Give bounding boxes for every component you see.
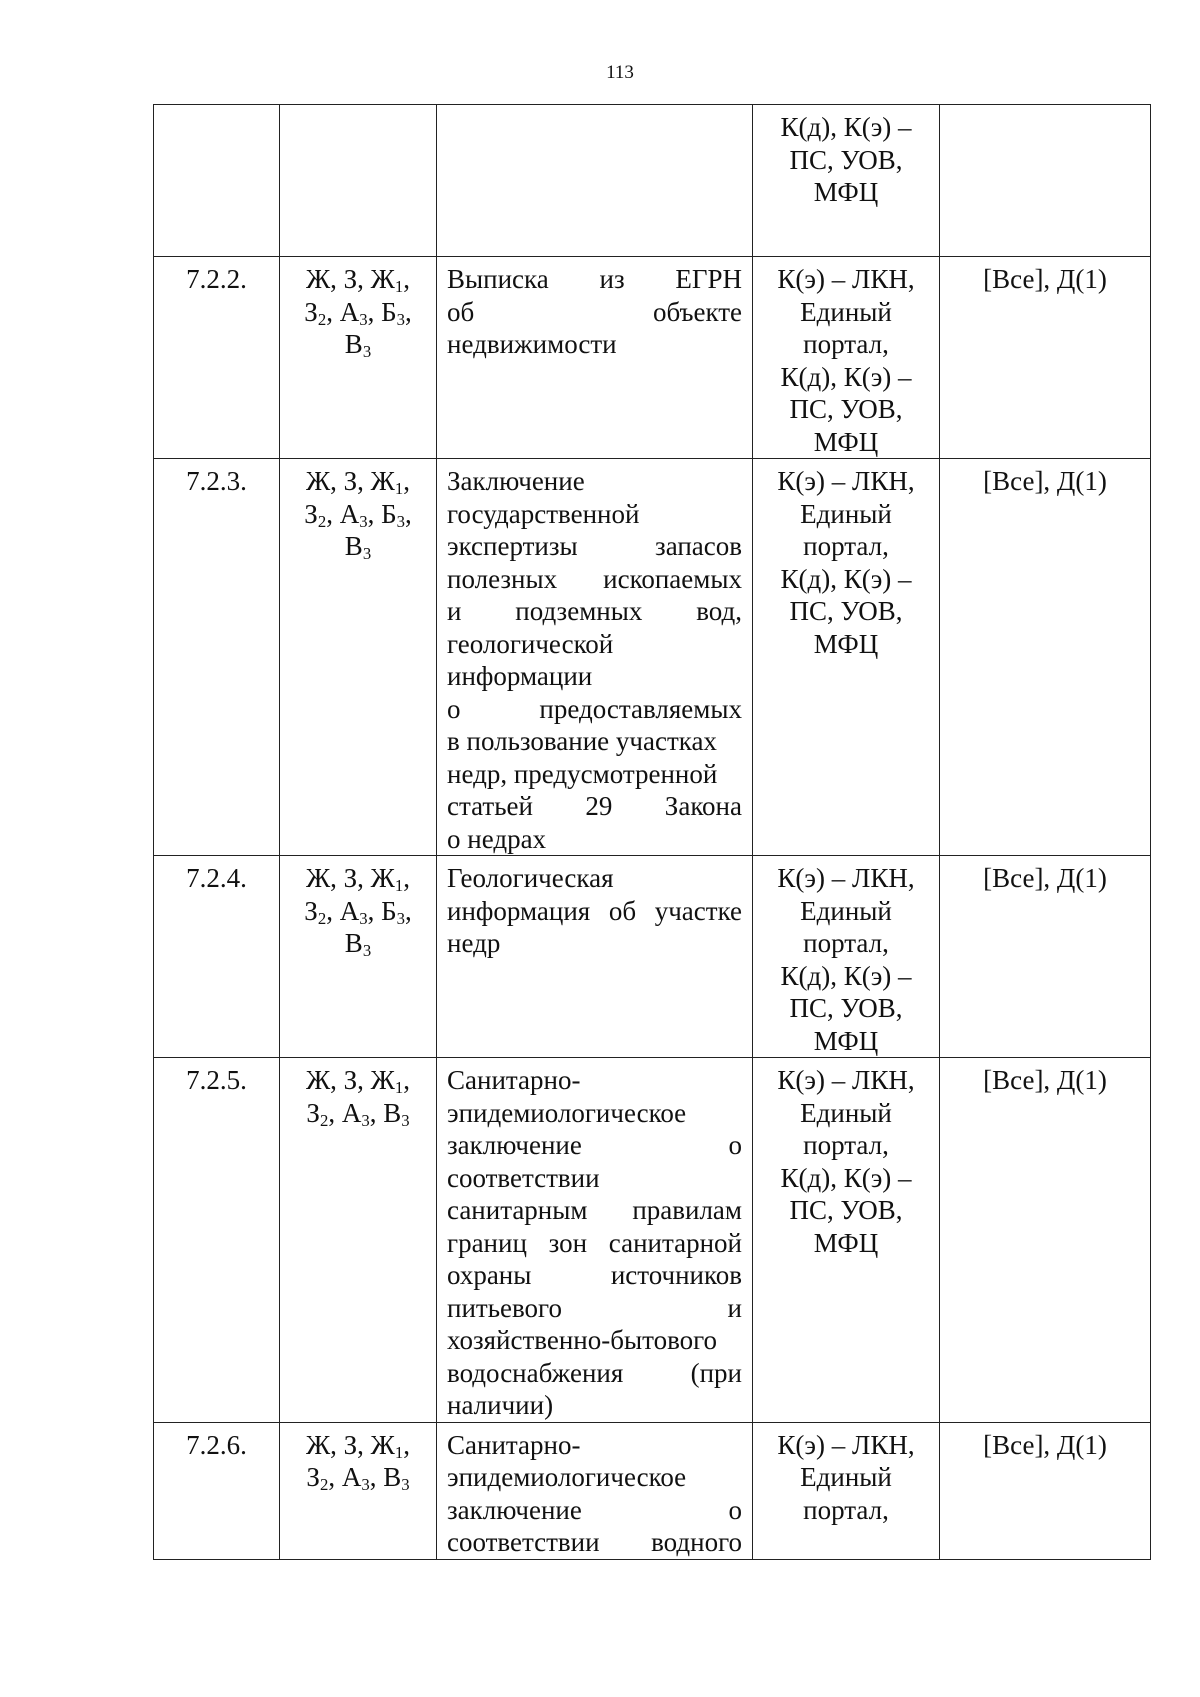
category-line: $З_2$, $А_3$, $Б_3$, <box>304 498 412 531</box>
page-number: 113 <box>606 62 634 83</box>
document-line: информации <box>447 661 593 691</box>
document-line: недр <box>447 928 501 958</box>
document-line: эпидемиологическое <box>447 1097 687 1128</box>
table-row <box>154 1422 1151 1559</box>
table-row <box>154 459 1151 856</box>
channel-line: ПС, УОВ, <box>789 1195 903 1225</box>
channel-line: К(д), К(э) – <box>780 112 912 142</box>
category-line: Ж, З, $Ж_1$, <box>305 1429 411 1462</box>
category-line: $В_3$ <box>344 928 372 961</box>
document-line: информация об участке <box>447 895 742 926</box>
document-name <box>437 459 753 856</box>
channel-line: портал, <box>803 928 889 958</box>
document-line: Заключение <box>447 466 585 496</box>
document-line: заключение о <box>447 1494 742 1525</box>
channel-line: МФЦ <box>813 1025 879 1056</box>
channel-line: К(д), К(э) – <box>780 960 912 991</box>
document-line: Санитарно- <box>447 1065 581 1095</box>
document-line: недвижимости <box>447 329 617 359</box>
recipients: [Все], Д(1) <box>940 1058 1151 1423</box>
table-row <box>154 257 1151 459</box>
document-line: в пользование участках <box>447 726 717 756</box>
services-table <box>153 104 1151 1560</box>
document-line: Выписка из ЕГРН <box>447 264 742 294</box>
applicant-categories <box>280 1422 437 1559</box>
channel-line: Единый <box>800 296 892 327</box>
channel-line: К(э) – ЛКН, <box>777 466 915 496</box>
channel-line: Единый <box>800 895 892 926</box>
table-body <box>154 105 1151 1560</box>
document-line: наличии) <box>447 1390 554 1420</box>
document-line: недр, предусмотренной <box>447 758 718 789</box>
channel-line: МФЦ <box>813 177 879 207</box>
category-line: Ж, З, $Ж_1$, <box>305 1065 411 1098</box>
document-name <box>437 257 753 459</box>
document-line: соответствии водного <box>447 1527 742 1557</box>
category-line: Ж, З, $Ж_1$, <box>305 264 411 297</box>
channel-line: портал, <box>803 531 889 561</box>
channel-line: К(э) – ЛКН, <box>777 264 915 294</box>
channel-line: МФЦ <box>813 426 879 457</box>
channel-line: ПС, УОВ, <box>789 144 903 175</box>
submission-channels <box>753 257 940 459</box>
channel-line: портал, <box>803 1494 889 1525</box>
document-line: санитарным правилам <box>447 1195 742 1225</box>
category-line: $З_2$, $А_3$, $Б_3$, <box>304 895 412 928</box>
channel-line: К(д), К(э) – <box>780 361 912 392</box>
category-line: Ж, З, $Ж_1$, <box>305 466 411 499</box>
channel-line: К(э) – ЛКН, <box>777 1429 915 1460</box>
document-name <box>437 856 753 1058</box>
channel-line: МФЦ <box>813 628 879 659</box>
document-line: водоснабжения (при <box>447 1357 742 1388</box>
table-row <box>154 1058 1151 1423</box>
submission-channels <box>753 1422 940 1559</box>
row-number: 7.2.2. <box>154 257 280 459</box>
document-line: питьевого и <box>447 1292 742 1323</box>
document-line: статьей 29 Закона <box>447 791 742 821</box>
document-line: и подземных вод, <box>447 596 742 626</box>
document-line: об объекте <box>447 296 742 327</box>
document-line: о предоставляемых <box>447 693 742 724</box>
recipients: [Все], Д(1) <box>940 459 1151 856</box>
document-line: геологической <box>447 628 614 659</box>
document-line: о недрах <box>447 823 547 854</box>
recipients: [Все], Д(1) <box>940 1422 1151 1559</box>
channel-line: МФЦ <box>813 1227 879 1258</box>
document-line: Геологическая <box>447 863 614 893</box>
document-line: заключение о <box>447 1130 742 1160</box>
applicant-categories <box>280 1058 437 1423</box>
channel-line: портал, <box>803 329 889 359</box>
document-line: Санитарно- <box>447 1429 581 1460</box>
table-row <box>154 105 1151 257</box>
channel-line: Единый <box>800 498 892 529</box>
category-line: $В_3$ <box>344 329 372 362</box>
document-name <box>437 1058 753 1423</box>
channel-line: портал, <box>803 1130 889 1160</box>
applicant-categories <box>280 257 437 459</box>
document-line: эпидемиологическое <box>447 1462 687 1492</box>
document-line: охраны источников <box>447 1260 742 1290</box>
category-line: Ж, З, $Ж_1$, <box>305 863 411 896</box>
applicant-categories <box>280 459 437 856</box>
submission-channels <box>753 105 940 257</box>
channel-line: Единый <box>800 1097 892 1128</box>
applicant-categories <box>280 856 437 1058</box>
channel-line: К(э) – ЛКН, <box>777 1065 915 1095</box>
document-line: полезных ископаемых <box>447 563 742 594</box>
submission-channels <box>753 1058 940 1423</box>
channel-line: ПС, УОВ, <box>789 596 903 626</box>
table-row <box>154 856 1151 1058</box>
document-line: государственной <box>447 498 640 529</box>
submission-channels <box>753 459 940 856</box>
row-number: 7.2.4. <box>154 856 280 1058</box>
recipients <box>940 105 1151 257</box>
channel-line: ПС, УОВ, <box>789 394 903 424</box>
row-number: 7.2.5. <box>154 1058 280 1423</box>
row-number: 7.2.3. <box>154 459 280 856</box>
channel-line: К(д), К(э) – <box>780 1162 912 1193</box>
channel-line: К(э) – ЛКН, <box>777 863 915 893</box>
document-line: хозяйственно-бытового <box>447 1325 718 1355</box>
category-line: $З_2$, $А_3$, $В_3$ <box>306 1097 410 1130</box>
applicant-categories <box>280 105 437 257</box>
document-line: экспертизы запасов <box>447 531 742 561</box>
row-number: 7.2.6. <box>154 1422 280 1559</box>
category-line: $З_2$, $А_3$, $В_3$ <box>306 1462 410 1495</box>
recipients: [Все], Д(1) <box>940 257 1151 459</box>
document-line: границ зон санитарной <box>447 1227 742 1258</box>
channel-line: К(д), К(э) – <box>780 563 912 594</box>
channel-line: Единый <box>800 1462 892 1492</box>
submission-channels <box>753 856 940 1058</box>
channel-line: ПС, УОВ, <box>789 993 903 1023</box>
document-name <box>437 1422 753 1559</box>
row-number <box>154 105 280 257</box>
category-line: $З_2$, $А_3$, $Б_3$, <box>304 296 412 329</box>
document-name <box>437 105 753 257</box>
document-line: соответствии <box>447 1162 600 1193</box>
recipients: [Все], Д(1) <box>940 856 1151 1058</box>
category-line: $В_3$ <box>344 531 372 564</box>
